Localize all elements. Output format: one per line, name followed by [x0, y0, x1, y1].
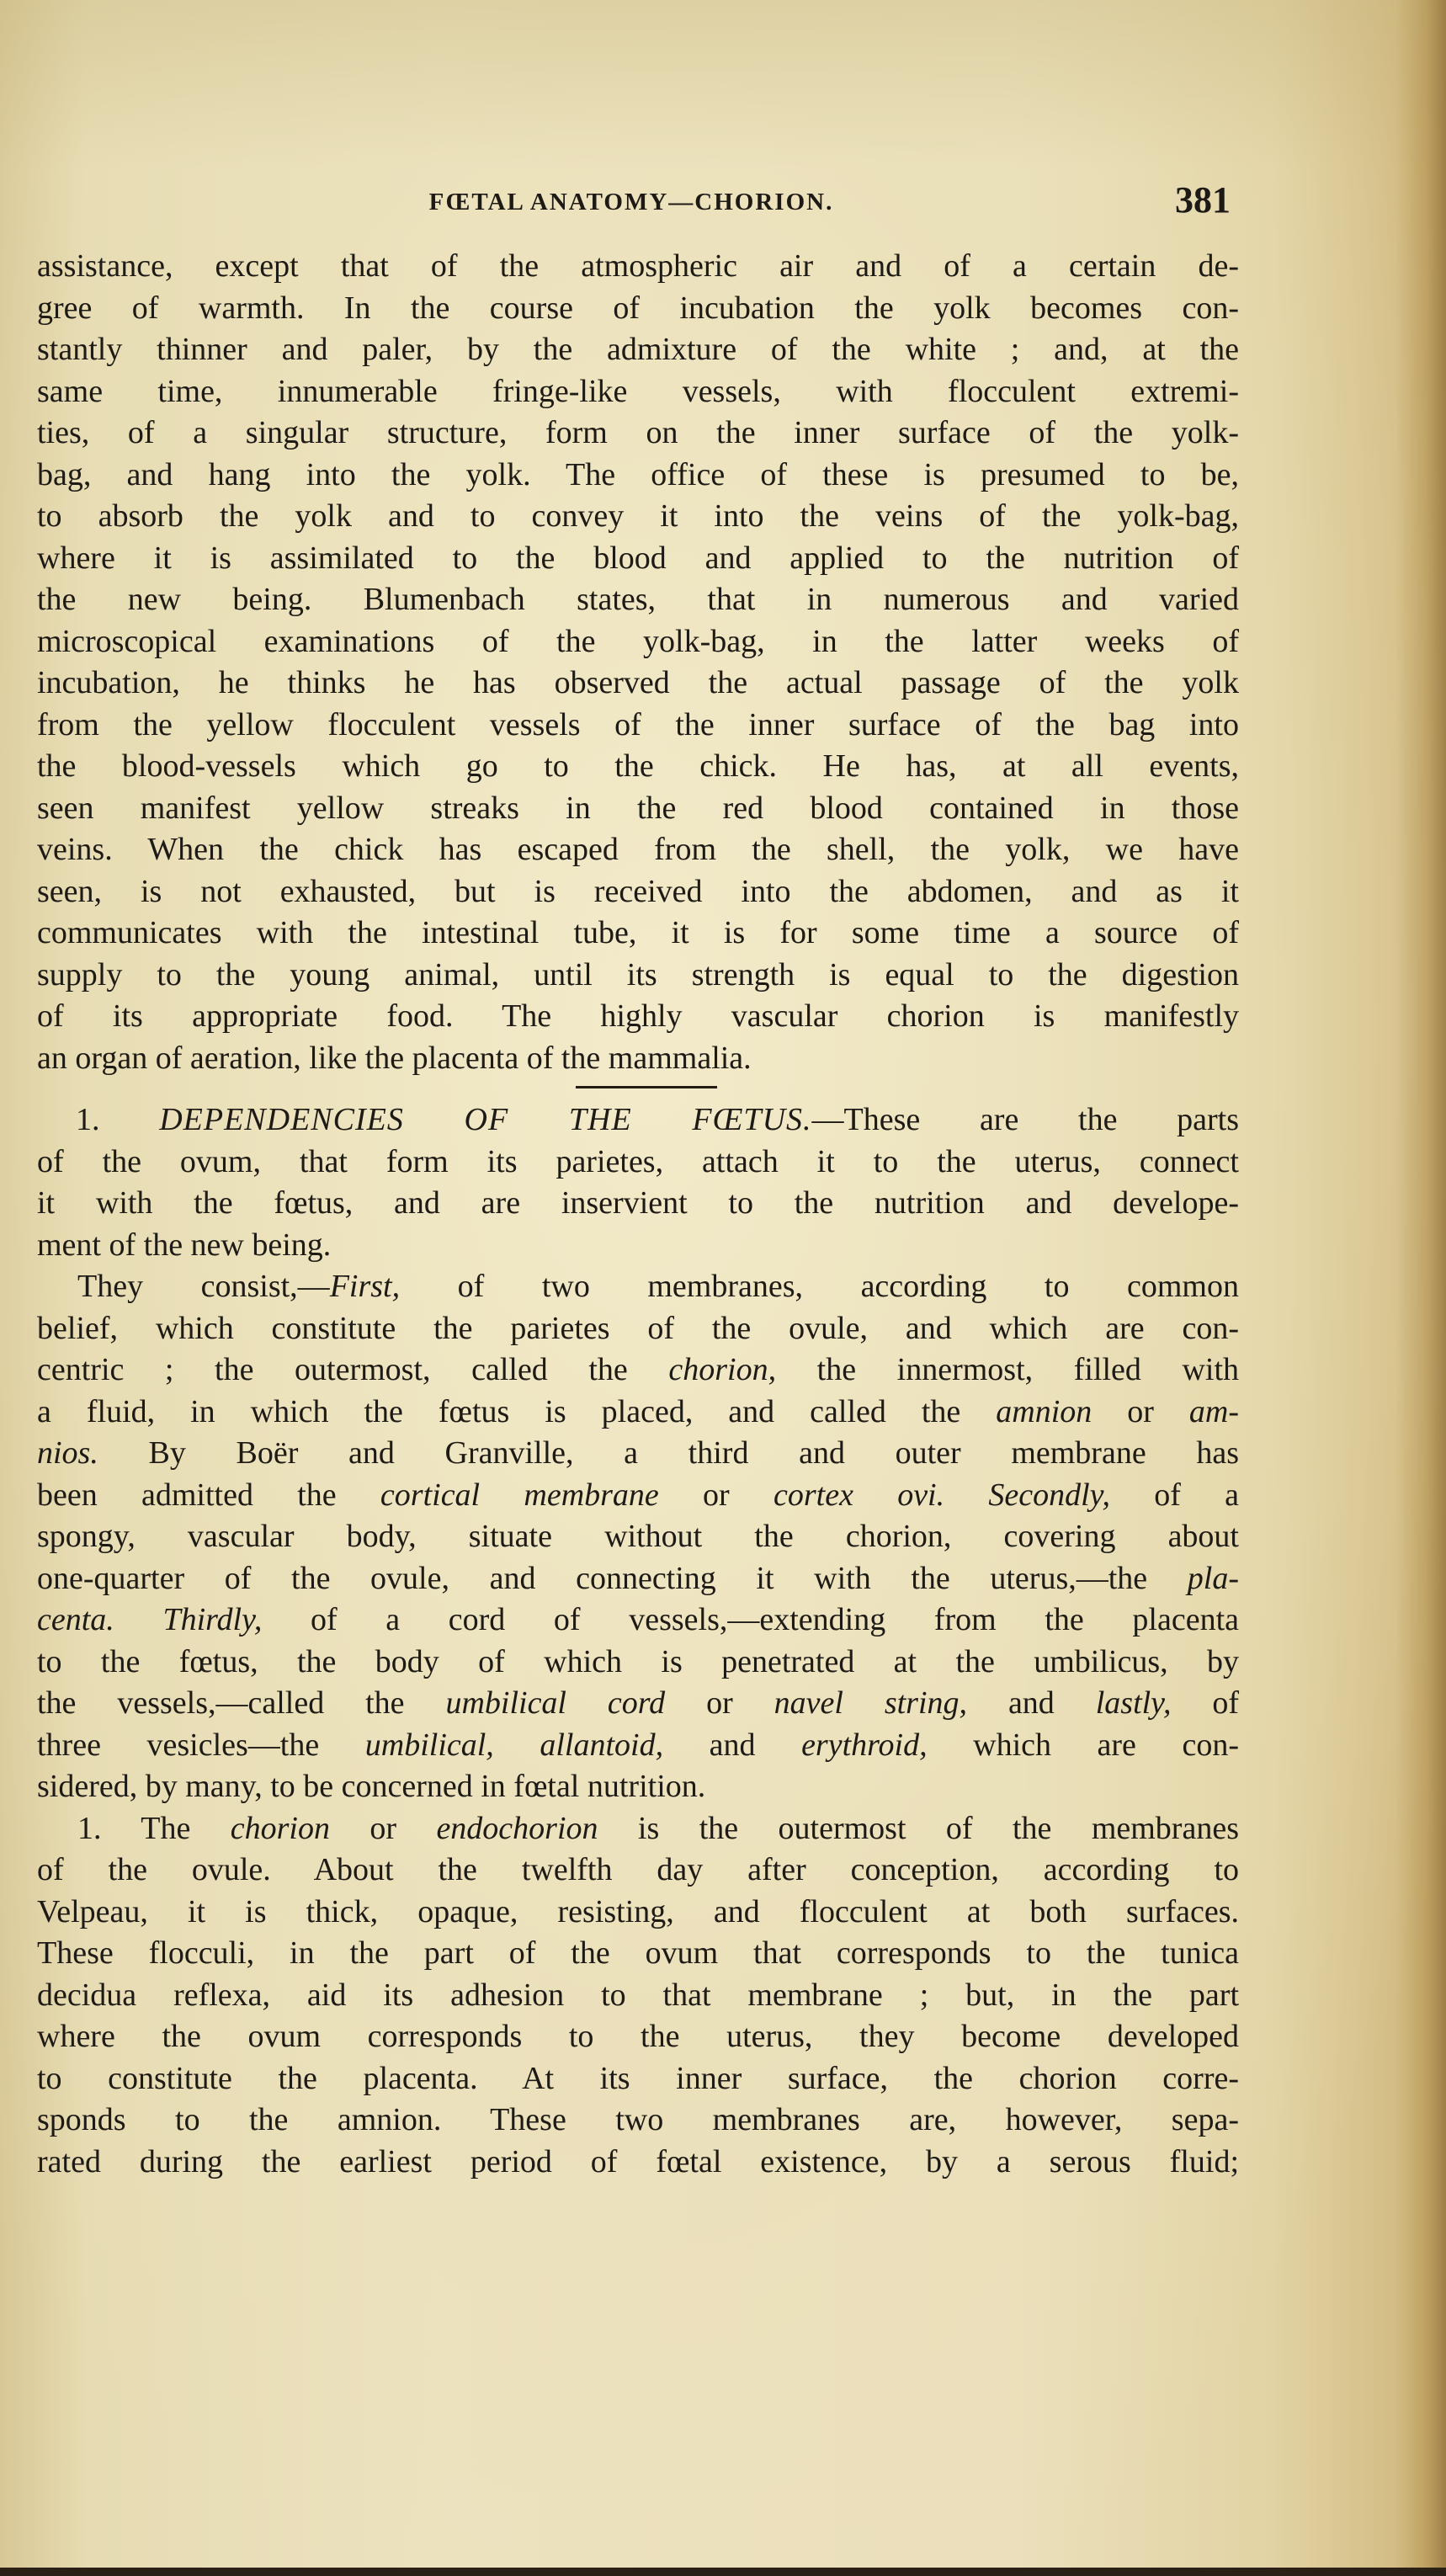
divider-rule: [576, 1086, 717, 1088]
italic-term: centa.: [37, 1602, 114, 1637]
text-line: same time, innumerable fringe-like vessels, with flocculent extremi-: [37, 373, 1239, 409]
italic-term: cortex ovi.: [773, 1477, 945, 1513]
text-line: supply to the young animal, until its strength is equal to the digestion: [37, 956, 1239, 993]
italic-term: amnion: [996, 1393, 1092, 1429]
text-line: the vessels,—called the umbilical cord or navel string, and lastly, of: [37, 1685, 1240, 1721]
section-divider: [37, 1079, 1239, 1099]
italic-term: am-: [1188, 1393, 1239, 1429]
text-line: of the ovum, that form its parietes, attach it to the uterus, connect: [37, 1143, 1239, 1179]
section-heading-rest: —These are the parts: [811, 1102, 1240, 1137]
italic-term: Secondly,: [988, 1477, 1110, 1513]
text-line: decidua reflexa, aid its adhesion to that membrane ; but, in the part: [37, 1977, 1239, 2013]
text-line: where it is assimilated to the blood and applied to the nutrition of: [37, 540, 1239, 576]
body-text: [37, 246, 1239, 2183]
text-line: veins. When the chick has escaped from the shell, the yolk, we have: [37, 832, 1239, 867]
running-title: FŒTAL ANATOMY—CHORION.: [428, 189, 834, 216]
paragraph-chorion: [37, 1808, 1239, 2184]
text-line: communicates with the intestinal tube, it is for some time a source of: [37, 915, 1239, 950]
italic-term: umbilical cord: [445, 1685, 666, 1721]
paragraph-consist: [37, 1266, 1239, 1808]
text-line: ties, of a singular structure, form on the inner surface of the yolk-: [37, 415, 1239, 450]
italic-term: umbilical, allantoid,: [364, 1727, 664, 1763]
text-line: Velpeau, it is thick, opaque, resisting, and flocculent at both surfaces.: [37, 1893, 1239, 1929]
italic-term: lastly,: [1095, 1685, 1172, 1721]
text-line: bag, and hang into the yolk. The office of these is presumed to be,: [37, 456, 1239, 492]
text-line: it with the fœtus, and are inservient to the nutrition and develope-: [37, 1185, 1239, 1221]
text-line: from the yellow flocculent vessels of the inner surface of the bag into: [37, 706, 1239, 742]
text-line: to constitute the placenta. At its inner surface, the chorion corre-: [37, 2060, 1239, 2096]
italic-term: cortical membrane: [380, 1477, 659, 1513]
text-line: three vesicles—the umbilical, allantoid, and erythroid, which are con-: [37, 1727, 1239, 1763]
text-line: rated during the earliest period of fœtal existence, by a serous fluid;: [37, 2143, 1239, 2179]
italic-term: nios.: [37, 1435, 98, 1471]
italic-term: erythroid,: [801, 1727, 928, 1763]
text-line: the new being. Blumenbach states, that in numerous and varied: [37, 582, 1239, 617]
text-line: to the fœtus, the body of which is penetrated at the umbilicus, by: [37, 1643, 1239, 1679]
paragraph-incubation: [37, 246, 1239, 1079]
section-heading: DEPENDENCIES OF THE FŒTUS.: [159, 1102, 812, 1137]
text-line: ment of the new being.: [37, 1227, 332, 1263]
text-line: one-quarter of the ovule, and connecting it with the uterus,—the pla-: [37, 1560, 1239, 1596]
text-line: They consist,—First, of two membranes, according to common: [77, 1269, 1239, 1304]
text-line: 1. The chorion or endochorion is the outermost of the membranes: [77, 1810, 1239, 1846]
text-line: an organ of aeration, like the placenta of the mammalia.: [37, 1040, 752, 1076]
text-line: gree of warmth. In the course of incubation the yolk becomes con-: [37, 290, 1239, 326]
text-line: of its appropriate food. The highly vascular chorion is manifestly: [37, 998, 1239, 1034]
text-line: These flocculi, in the part of the ovum that corresponds to the tunica: [37, 1935, 1239, 1971]
text-line: microscopical examinations of the yolk-bag, in the latter weeks of: [37, 623, 1239, 659]
italic-term: chorion,: [668, 1352, 777, 1387]
text-line: spongy, vascular body, situate without the chorion, covering about: [37, 1519, 1239, 1554]
text-line: nios. By Boër and Granville, a third and outer membrane has: [37, 1435, 1239, 1471]
italic-term: First,: [329, 1269, 401, 1304]
page-number: 381: [1175, 179, 1231, 221]
page-bottom-edge: [0, 2568, 1446, 2576]
text-line: a fluid, in which the fœtus is placed, and called the amnion or am-: [37, 1393, 1239, 1429]
text-line: to absorb the yolk and to convey it into the veins of the yolk-bag,: [37, 498, 1239, 534]
text-line: incubation, he thinks he has observed the actual passage of the yolk: [37, 665, 1239, 700]
text-line: seen, is not exhausted, but is received into the abdomen, and as it: [37, 873, 1239, 909]
page-header: [34, 178, 1229, 229]
italic-term: chorion: [230, 1810, 330, 1846]
text-line: sidered, by many, to be concerned in fœtal nutrition.: [37, 1769, 706, 1804]
text-line: of the ovule. About the twelfth day after conception, according to: [37, 1852, 1239, 1887]
text-line: assistance, except that of the atmospheric air and of a certain de-: [37, 248, 1239, 284]
italic-term: navel string,: [774, 1685, 968, 1721]
text-line: stantly thinner and paler, by the admixture of the white ; and, at the: [37, 332, 1239, 367]
text-line: centa. Thirdly, of a cord of vessels,—extending from the placenta: [37, 1602, 1239, 1637]
italic-term: pla-: [1187, 1560, 1239, 1596]
italic-term: Thirdly,: [162, 1602, 263, 1637]
text-line: centric ; the outermost, called the chorion, the innermost, filled with: [37, 1352, 1240, 1387]
paragraph-dependencies: [37, 1099, 1239, 1266]
text-line: where the ovum corresponds to the uterus, they become developed: [37, 2019, 1239, 2054]
text-line: seen manifest yellow streaks in the red blood contained in those: [37, 790, 1239, 826]
section-number: 1.: [76, 1102, 100, 1137]
spine-shadow: [1395, 0, 1446, 2576]
page-stain: [0, 0, 1446, 168]
text-line: sponds to the amnion. These two membranes are, however, sepa-: [37, 2102, 1239, 2137]
text-line: been admitted the cortical membrane or cortex ovi. Secondly, of a: [37, 1477, 1240, 1513]
italic-term: endochorion: [436, 1810, 598, 1846]
text-line: belief, which constitute the parietes of the ovule, and which are con-: [37, 1310, 1239, 1346]
text-line: the blood-vessels which go to the chick. He has, at all events,: [37, 748, 1239, 784]
section-heading-line: [37, 1099, 1239, 1142]
